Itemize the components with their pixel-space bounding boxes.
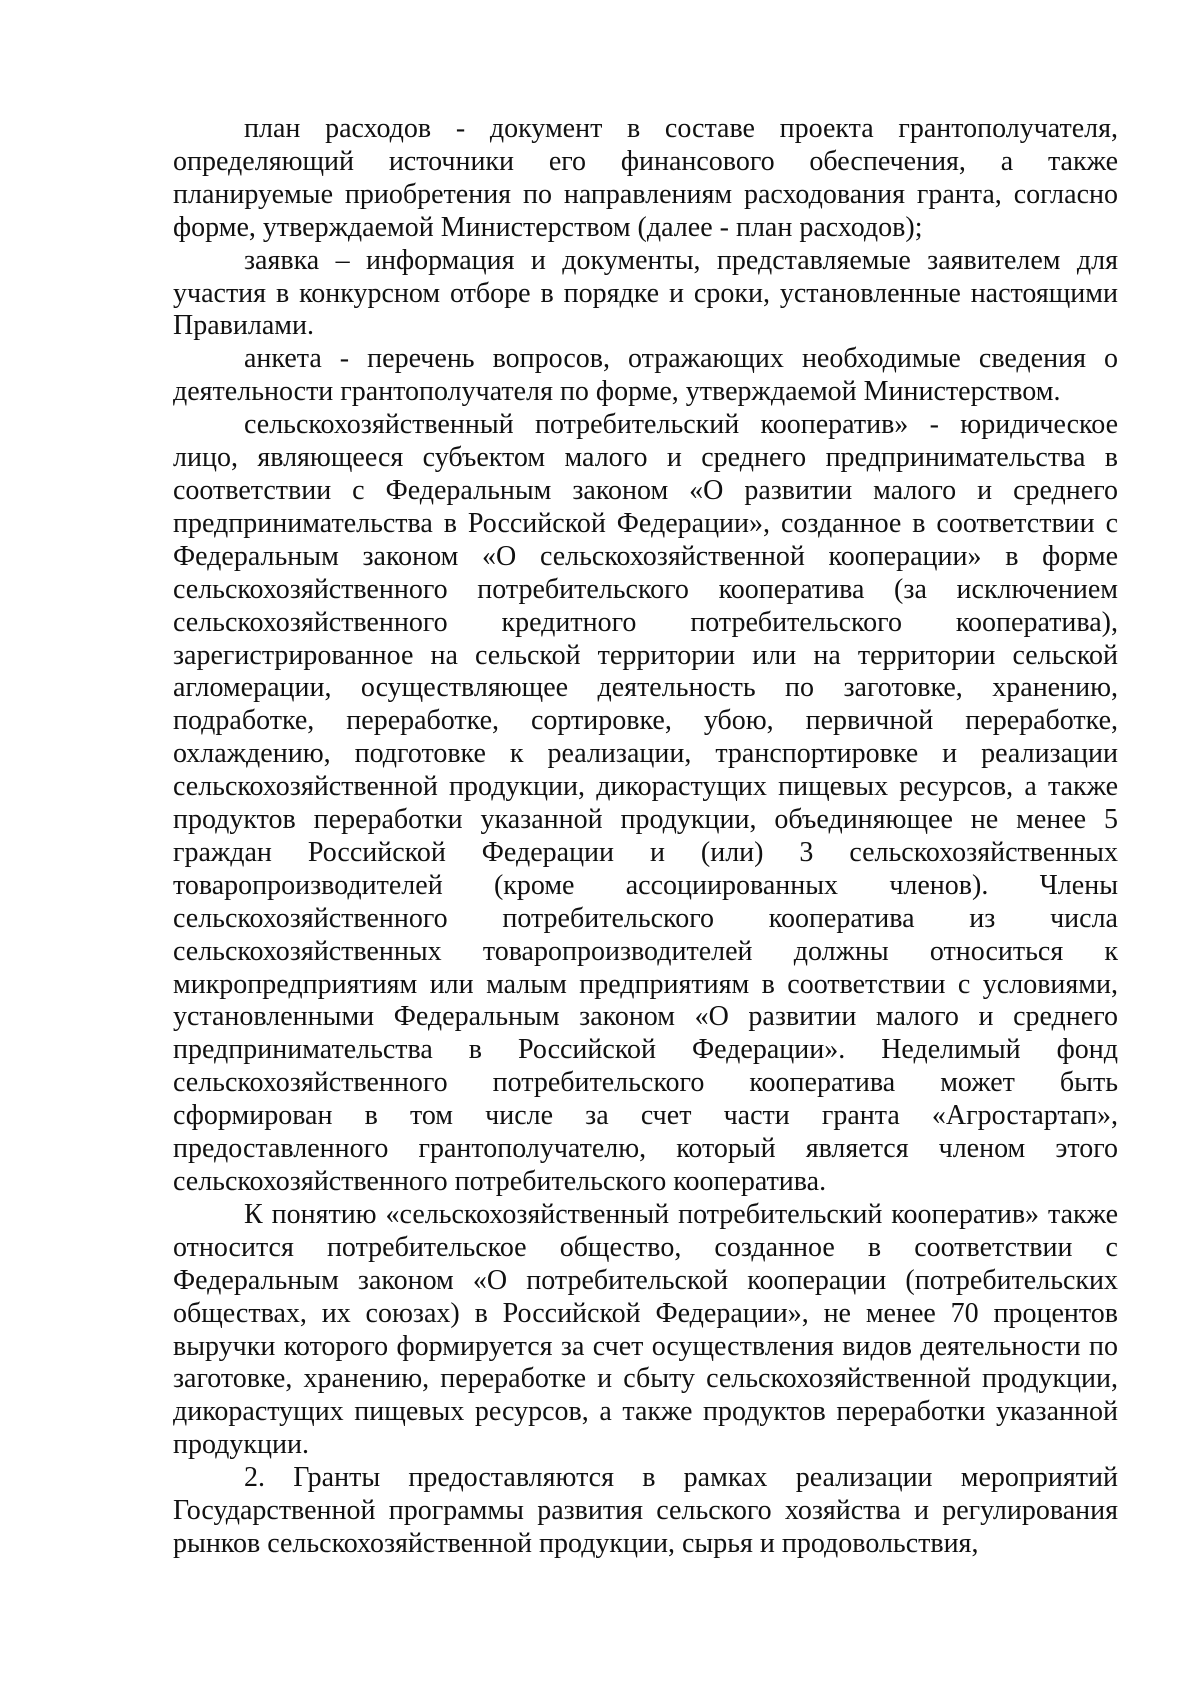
paragraph-cooperative-definition: сельскохозяйственный потребительский кооператив» - юридическое лицо, являющееся субъектом малого и среднего предпринимательства в соответствии с Федеральным законом «О развитии малого и среднего предпринимательства в Российской Федерации», созданное в соответствии с Федеральным законом «О сельскохозяйственной кооперации» в форме сельскохозяйственного потребительского кооператива (за исключением сельскохозяйственного кредитного потребительского кооператива), зарегистрированное на сельской территории или на территории сельской агломерации, осуществляющее деятельность по заготовке, хранению, подработке, переработке, сортировке, убою, первичной переработке, охлаждению, подготовке к реализации, транспортировке и реализации сельскохозяйственной продукции, дикорастущих пищевых ресурсов, а также продуктов переработки указанной продукции, объединяющее не менее 5 граждан Российской Федерации и (или) 3 сельскохозяйственных товаропроизводителей (кроме ассоциированных членов). Члены сельскохозяйственного потребительского кооператива из числа сельскохозяйственных товаропроизводителей должны относиться к микропредприятиям или малым предприятиям в соответствии с условиями, установленными Федеральным законом «О развитии малого и среднего предпринимательства в Российской Федерации». Неделимый фонд сельскохозяйственного потребительского кооператива может быть сформирован в том числе за счет части гранта «Агростартап», предоставленного грантополучателю, который является членом этого сельскохозяйственного потребительского кооператива. [173, 409, 1118, 1197]
paragraph-consumer-society-note: К понятию «сельскохозяйственный потребительский кооператив» также относится потребительское общество, созданное в соответствии с Федеральным законом «О потребительской кооперации (потребительских обществах, их союзах) в Российской Федерации», не менее 70 процентов выручки которого формируется за счет осуществления видов деятельности по заготовке, хранению, переработке и сбыту сельскохозяйственной продукции, дикорастущих пищевых ресурсов, а также продуктов переработки указанной продукции. [173, 1198, 1118, 1461]
paragraph-application-definition: заявка – информация и документы, представляемые заявителем для участия в конкурсном отборе в порядке и сроки, установленные настоящими Правилами. [173, 244, 1118, 342]
paragraph-questionnaire-definition: анкета - перечень вопросов, отражающих необходимые сведения о деятельности грантополучателя по форме, утверждаемой Министерством. [173, 343, 1118, 408]
paragraph-item-2-grants: 2. Гранты предоставляются в рамках реализации мероприятий Государственной программы развития сельского хозяйства и регулирования рынков сельскохозяйственной продукции, сырья и продовольствия, [173, 1462, 1118, 1559]
paragraph-expense-plan-definition: план расходов - документ в составе проекта грантополучателя, определяющий источники его финансового обеспечения, а также планируемые приобретения по направлениям расходования гранта, согласно форме, утверждаемой Министерством (далее - план расходов); [173, 113, 1118, 243]
document-body [173, 113, 1118, 1561]
